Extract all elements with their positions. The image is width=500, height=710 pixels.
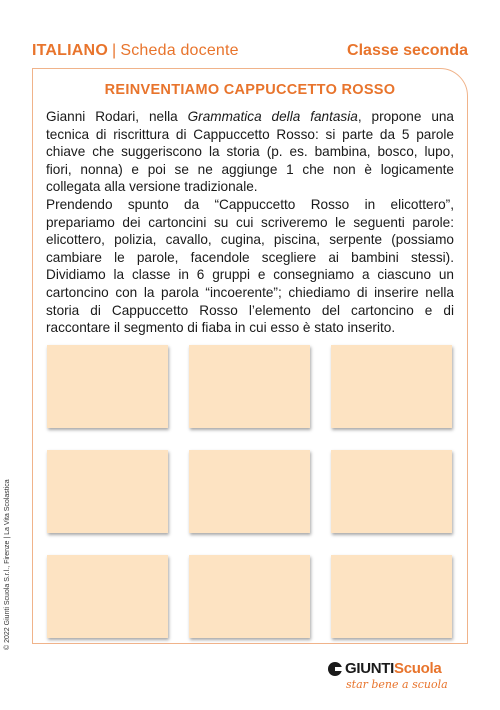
book-title: Grammatica della fantasia	[187, 109, 358, 124]
blank-card	[47, 555, 168, 638]
paragraph-2: Prendendo spunto da “Cappuccetto Rosso in elicottero”, prepariamo dei cartoncini su cui scriveremo le seguenti parole: elicottero, polizia, cavallo, cugina, piscina, serpente (possiamo cambiare le parole, facendole scegliere ai bambini stessi). Dividiamo la classe in 6 gruppi e consegniamo a ciascuno un cartoncino con la parola “incoerente”; chiediamo di inserire nella storia di Cappuccetto Rosso l’elemento del cartoncino e di raccontare il segmento di fiaba in cui esso è stato inserito.	[46, 196, 454, 336]
blank-card	[189, 450, 310, 533]
body-text	[46, 108, 454, 337]
blank-card	[189, 555, 310, 638]
blank-card	[47, 450, 168, 533]
header-separator: |	[111, 42, 117, 59]
blank-card	[331, 450, 452, 533]
logo-brand-suffix: Scuola	[394, 660, 442, 677]
logo-g-icon	[328, 662, 342, 676]
card-grid	[47, 345, 453, 638]
subject-label	[32, 42, 239, 60]
page-header	[32, 42, 468, 64]
logo-tagline: star bene a scuola	[346, 678, 448, 691]
blank-card	[331, 345, 452, 428]
blank-card	[189, 345, 310, 428]
doc-type-label: Scheda docente	[120, 42, 239, 59]
blank-card	[331, 555, 452, 638]
copyright-notice: © 2022 Giunti Scuola S.r.l., Firenze | La Vita Scolastica	[4, 479, 11, 650]
page-title: REINVENTIAMO CAPPUCCETTO ROSSO	[104, 82, 396, 98]
publisher-logo	[328, 660, 458, 691]
logo-brand: GIUNTI	[345, 660, 395, 677]
blank-card	[47, 345, 168, 428]
subject-name: ITALIANO	[32, 42, 108, 59]
class-label: Classe seconda	[347, 42, 468, 59]
paragraph-1: Gianni Rodari, nella Grammatica della fantasia, propone una tecnica di riscrittura di Cappuccetto Rosso: si parte da 5 parole chiave che suggeriscono la storia (p. es. bambina, bosco, lupo, fiori, nonna) e poi se ne aggiunge 1 che non è logicamente collegata alla versione tradizionale.	[46, 109, 454, 195]
